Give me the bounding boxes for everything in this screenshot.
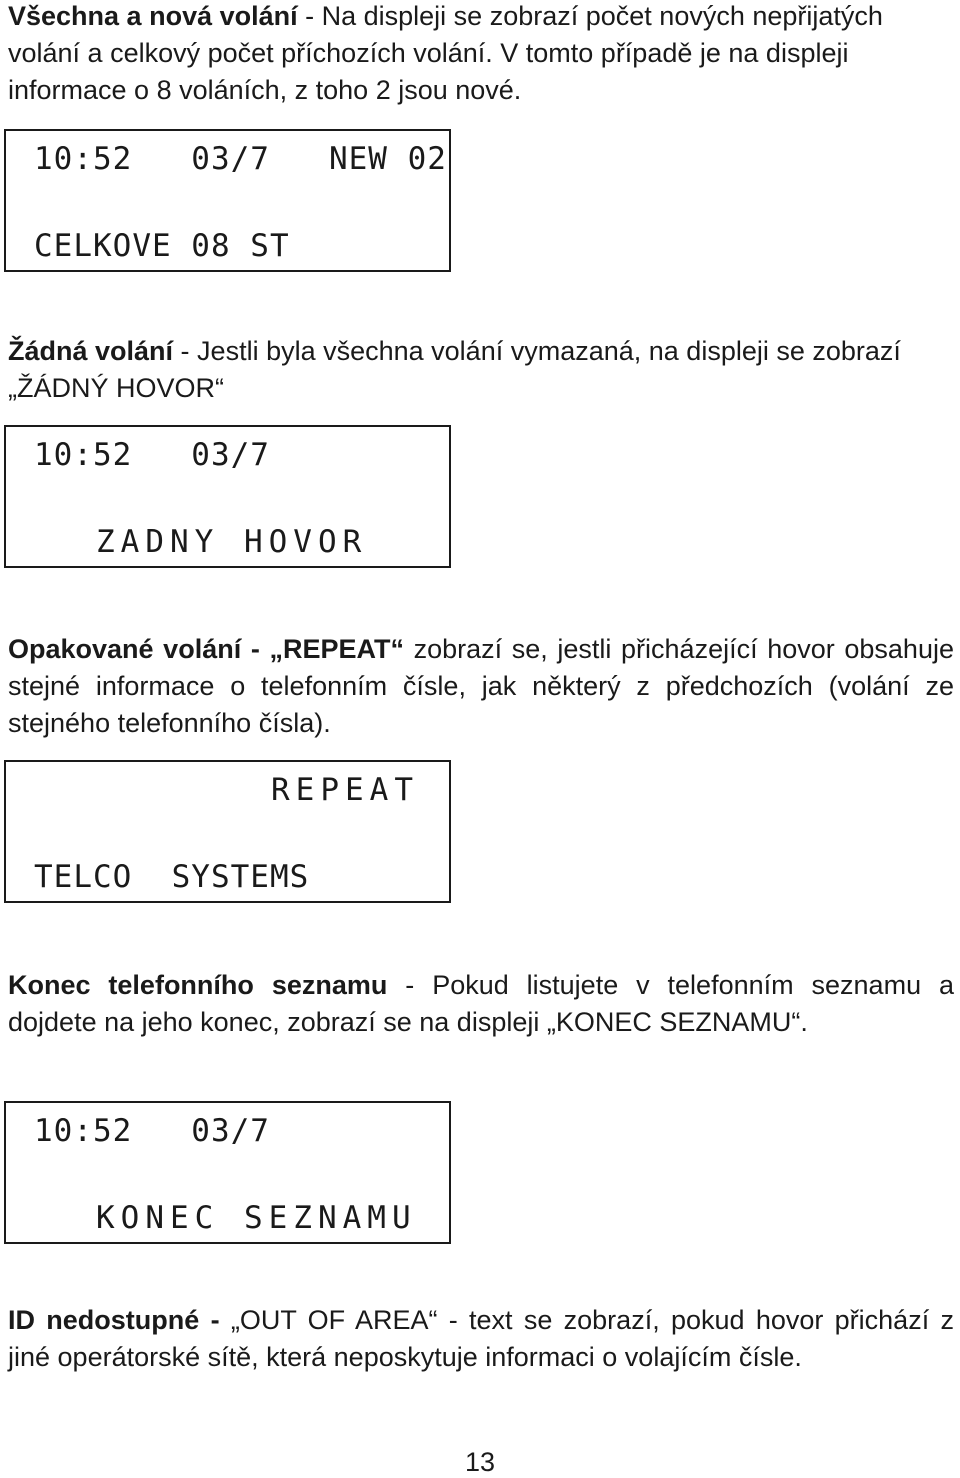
section-end-of-list-body: Pokud listujete v telefonním seznamu a dojdete na jeho konec, zobrazí se na displeji „KONEC SEZNAMU“. (8, 970, 955, 1037)
display-line-1: REPEAT (271, 772, 419, 808)
section-no-calls-body: Jestli byla všechna volání vymazaná, na displeji se zobrazí „ŽÁDNÝ HOVOR“ (8, 336, 901, 403)
display-repeat (4, 760, 451, 903)
display-line-1: 10:52 03/7 NEW 02 (34, 141, 447, 177)
section-repeat-title: Opakované volání - „REPEAT“ (8, 634, 404, 664)
section-all-calls-text: Všechna a nová volání - Na displeji se zobrazí počet nových nepřijatých volání a celkový počet příchozích volání. V tomto případě je na displeji informace o 8 voláních, z toho 2 jsou nové. (8, 1, 883, 105)
display-line-2: ZADNY HOVOR (96, 524, 368, 560)
section-no-calls-text: Žádná volání - Jestli byla všechna volání vymazaná, na displeji se zobrazí „ŽÁDNÝ HOVOR“ (8, 336, 901, 403)
display-line-2: CELKOVE 08 ST (34, 228, 290, 264)
display-end-of-list (4, 1101, 451, 1244)
section-all-calls-title: Všechna a nová volání (8, 1, 298, 31)
section-id-unavailable-body: „OUT OF AREA“ - text se zobrazí, pokud hovor přichází z jiné operátorské sítě, která neposkytuje informaci o volajícím čísle. (8, 1305, 954, 1372)
display-line-1: 10:52 03/7 (34, 437, 270, 473)
section-repeat-body: zobrazí se, jestli přicházející hovor obsahuje stejné informace o telefonním čísle, jak některý z předchozích (volání ze stejného telefonního čísla). (8, 634, 954, 738)
section-end-of-list-title: Konec telefonního seznamu (8, 970, 388, 1000)
display-line-2: TELCO SYSTEMS (34, 859, 310, 895)
section-no-calls-title: Žádná volání (8, 336, 174, 366)
display-line-1: 10:52 03/7 (34, 1113, 270, 1149)
page-number: 13 (464, 1447, 496, 1477)
display-line-2: KONEC SEZNAMU (96, 1200, 417, 1236)
section-end-of-list-text: Konec telefonního seznamu - Pokud listujete v telefonním seznamu a dojdete na jeho konec, zobrazí se na displeji „KONEC SEZNAMU“. (8, 970, 955, 1037)
section-id-unavailable-title: ID nedostupné - (8, 1305, 220, 1335)
section-id-unavailable-text (8, 1302, 954, 1376)
section-all-calls-body: Na displeji se zobrazí počet nových nepřijatých volání a celkový počet příchozích volání. V tomto případě je na displeji informace o 8 voláních, z toho 2 jsou nové. (8, 1, 883, 105)
display-no-calls (4, 425, 451, 568)
display-all-calls (4, 129, 451, 272)
section-repeat-text (8, 631, 954, 742)
